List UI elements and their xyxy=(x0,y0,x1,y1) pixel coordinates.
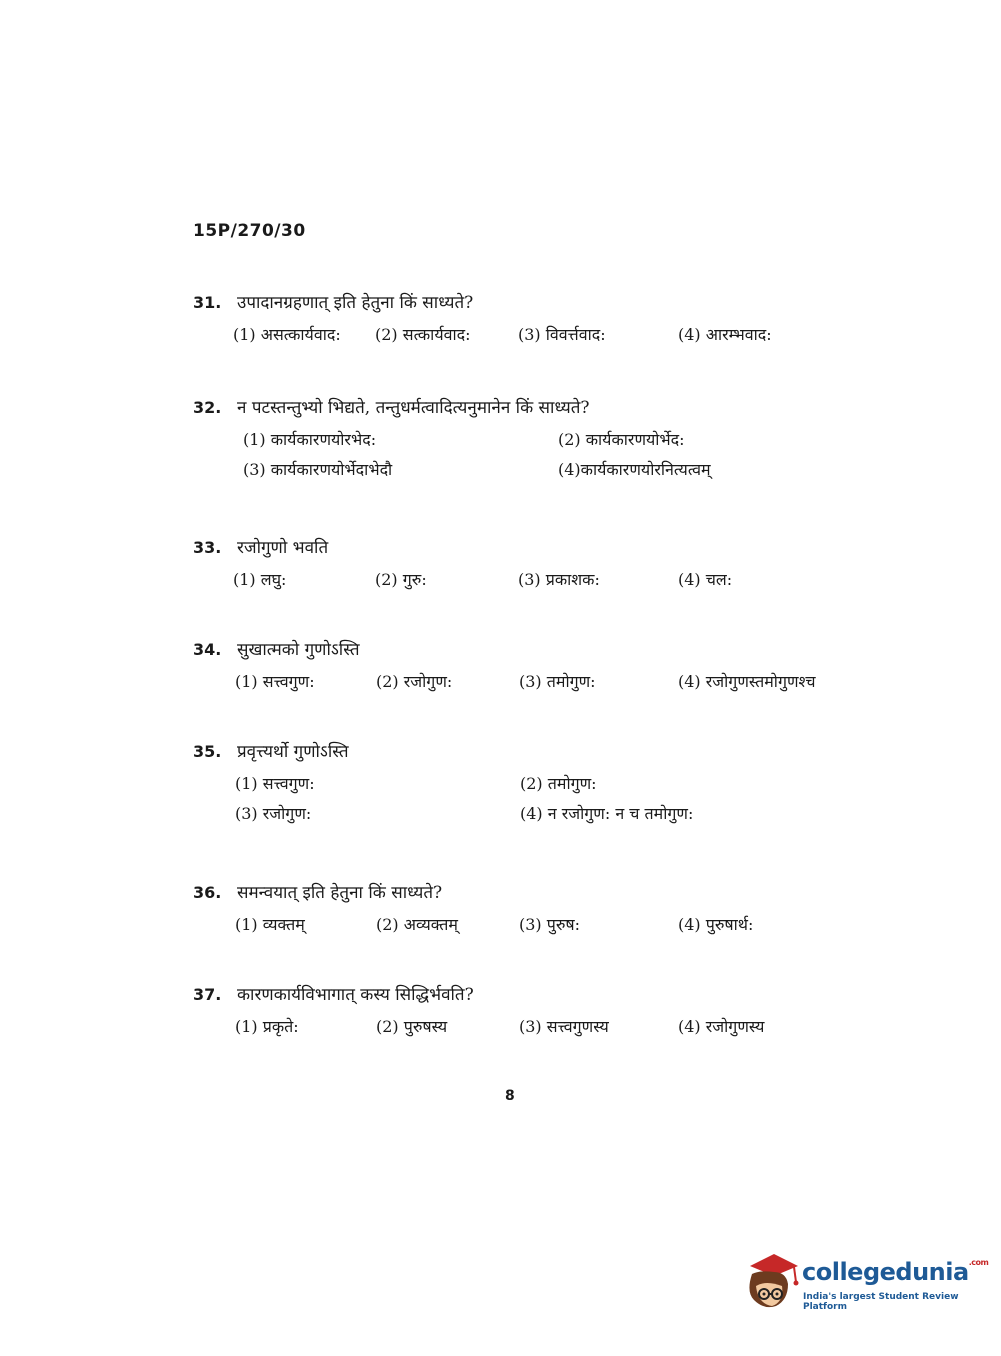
question-35 xyxy=(193,739,913,842)
collegedunia-logo xyxy=(742,1252,989,1314)
option-3: (3) प्रकाशक: xyxy=(518,570,600,589)
question-32 xyxy=(193,395,913,498)
brand-name: collegedunia$^{.com}$ xyxy=(802,1258,989,1286)
brand-name-suffix: .com xyxy=(968,1258,989,1267)
option-3: (3) पुरुष: xyxy=(519,915,581,934)
question-number: 35. xyxy=(193,742,222,761)
option-4: (4)कार्यकारणयोरनित्यत्वम् xyxy=(558,460,711,479)
option-4: (4) न रजोगुण: न च तमोगुण: xyxy=(520,804,694,823)
paper-code: 15P/270/30 xyxy=(193,221,306,241)
question-31 xyxy=(193,290,913,353)
brand-tagline: India's largest Student Review Platform xyxy=(803,1292,959,1312)
question-34 xyxy=(193,637,913,700)
option-2: (2) कार्यकारणयोर्भेद: xyxy=(558,430,685,449)
question-number: 37. xyxy=(193,985,222,1004)
option-4: (4) आरम्भवाद: xyxy=(678,325,772,344)
question-number: 33. xyxy=(193,538,222,557)
option-4: (4) पुरुषार्थ: xyxy=(678,915,754,934)
option-4: (4) चल: xyxy=(678,570,733,589)
page-number: 8 xyxy=(505,1088,515,1104)
option-2: (2) सत्कार्यवाद: xyxy=(375,325,471,344)
option-3: (3) रजोगुण: xyxy=(235,804,312,823)
question-text: प्रवृत्त्यर्थो गुणोऽस्ति xyxy=(237,742,349,762)
option-2: (2) अव्यक्तम् xyxy=(376,915,458,934)
question-number: 36. xyxy=(193,883,222,902)
option-1: (1) प्रकृते: xyxy=(235,1017,299,1036)
question-text: समन्वयात् इति हेतुना किं साध्यते? xyxy=(237,883,443,903)
question-number: 31. xyxy=(193,293,222,312)
question-text: न पटस्तन्तुभ्यो भिद्यते, तन्तुधर्मत्वादित्यनुमानेन किं साध्यते? xyxy=(237,398,590,418)
option-2: (2) गुरु: xyxy=(375,570,427,589)
mascot-icon xyxy=(742,1252,800,1314)
option-4: (4) रजोगुणस्य xyxy=(678,1017,765,1036)
option-1: (1) सत्त्वगुण: xyxy=(235,672,315,691)
question-text: कारणकार्यविभागात् कस्य सिद्धिर्भवति? xyxy=(237,985,474,1005)
option-2: (2) तमोगुण: xyxy=(520,774,597,793)
option-1: (1) सत्त्वगुण: xyxy=(235,774,315,793)
option-1: (1) व्यक्तम् xyxy=(235,915,305,934)
option-1: (1) असत्कार्यवाद: xyxy=(233,325,341,344)
option-1: (1) कार्यकारणयोरभेद: xyxy=(243,430,377,449)
question-36 xyxy=(193,880,913,943)
option-4: (4) रजोगुणस्तमोगुणश्च xyxy=(678,672,816,691)
option-1: (1) लघु: xyxy=(233,570,287,589)
option-3: (3) सत्त्वगुणस्य xyxy=(519,1017,609,1036)
question-text: रजोगुणो भवति xyxy=(237,538,329,558)
question-37 xyxy=(193,982,913,1045)
question-33 xyxy=(193,535,913,598)
option-3: (3) विवर्त्तवाद: xyxy=(518,325,606,344)
question-number: 32. xyxy=(193,398,222,417)
option-2: (2) पुरुषस्य xyxy=(376,1017,448,1036)
question-text: सुखात्मको गुणोऽस्ति xyxy=(237,640,360,660)
option-2: (2) रजोगुण: xyxy=(376,672,453,691)
option-3: (3) कार्यकारणयोर्भेदाभेदौ xyxy=(243,460,393,479)
option-3: (3) तमोगुण: xyxy=(519,672,596,691)
question-text: उपादानग्रहणात् इति हेतुना किं साध्यते? xyxy=(237,293,474,313)
question-number: 34. xyxy=(193,640,222,659)
